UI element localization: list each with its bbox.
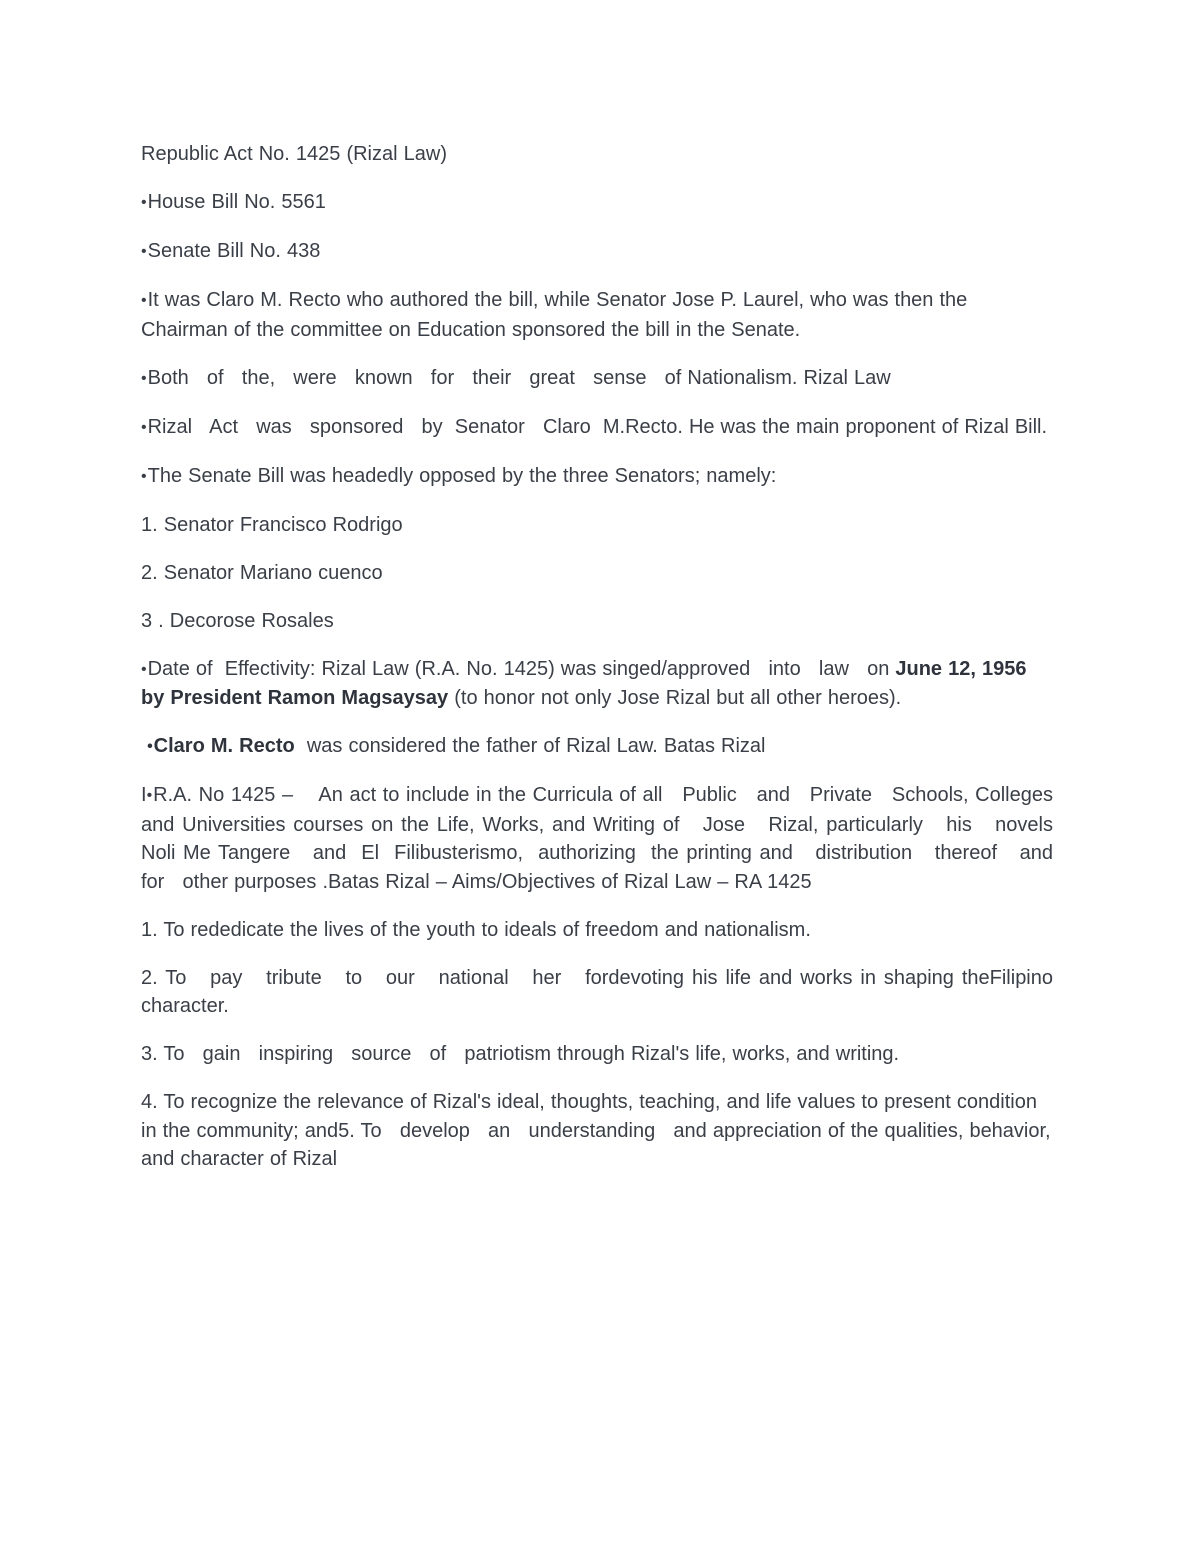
nationalism-paragraph bbox=[141, 364, 1053, 394]
ra-text: R.A. No 1425 – An act to include in the Curricula of all Public and Private Schools, Colleges and Universities courses on the Life, Works, and Writing of Jose Rizal, particularly his novels Noli Me Tangere and El Filibusterismo, authorizing the printing and distribution thereof and for other purposes .Batas Rizal – Aims/Objectives of Rizal Law – RA 1425 bbox=[141, 784, 1072, 893]
house-bill-line bbox=[141, 188, 1053, 218]
bullet-icon: • bbox=[141, 292, 147, 309]
bullet-icon: • bbox=[147, 738, 153, 755]
senate-bill-line bbox=[141, 237, 1053, 267]
aim-list-item-4: 4. To recognize the relevance of Rizal's ideal, thoughts, teaching, and life values to present condition in the community; and5. To develop an understanding and appreciation of the qualities, behavior, and character of Rizal bbox=[141, 1091, 1057, 1170]
authored-paragraph bbox=[141, 286, 1053, 344]
sponsored-text: Rizal Act was sponsored by Senator Claro M.Recto. He was the main proponent of Rizal Bill. bbox=[147, 415, 1048, 438]
father-name-bold: Claro M. Recto bbox=[153, 735, 295, 757]
document-page bbox=[141, 140, 1072, 1193]
father-paragraph bbox=[141, 732, 1053, 762]
aim-list-item-3: 3. To gain inspiring source of patriotism through Rizal's life, works, and writing. bbox=[141, 1043, 900, 1065]
bullet-icon: • bbox=[141, 369, 147, 387]
aim-list-item-2: 2. To pay tribute to our national her fordevoting his life and works in shaping theFilipino character. bbox=[141, 966, 1060, 1017]
effectivity-date-bold: June 12, 1956 by President Ramon Magsaysay bbox=[141, 657, 1039, 709]
senator-list-item-3: 3 . Decorose Rosales bbox=[141, 609, 334, 632]
bullet-icon: • bbox=[141, 243, 147, 260]
sponsored-paragraph bbox=[141, 413, 1053, 443]
senate-bill-text: Senate Bill No. 438 bbox=[147, 240, 321, 262]
father-text: was considered the father of Rizal Law. Batas Rizal bbox=[294, 735, 766, 757]
effectivity-paragraph bbox=[141, 655, 1053, 713]
document-title: Republic Act No. 1425 (Rizal Law) bbox=[141, 143, 447, 165]
senator-list-item-1: 1. Senator Francisco Rodrigo bbox=[141, 513, 403, 536]
effectivity-prefix: Date of Effectivity: Rizal Law (R.A. No. 1425) was singed/approved into law on bbox=[147, 657, 896, 680]
opposed-text: The Senate Bill was headedly opposed by the three Senators; namely: bbox=[147, 464, 777, 487]
bullet-icon: • bbox=[141, 418, 147, 436]
bullet-icon: • bbox=[141, 467, 147, 485]
bullet-icon: • bbox=[141, 194, 147, 211]
bullet-icon: • bbox=[141, 660, 147, 678]
ra-paragraph bbox=[141, 781, 1072, 896]
aim-list-item-1: 1. To rededicate the lives of the youth to ideals of freedom and nationalism. bbox=[141, 918, 811, 941]
bullet-icon: • bbox=[146, 787, 153, 804]
effectivity-suffix: (to honor not only Jose Rizal but all other heroes). bbox=[448, 687, 902, 709]
nationalism-text: Both of the, were known for their great sense of Nationalism. Rizal Law bbox=[147, 366, 891, 389]
ra-prefix: I bbox=[141, 784, 147, 806]
house-bill-text: House Bill No. 5561 bbox=[147, 191, 326, 213]
opposed-paragraph bbox=[141, 462, 1053, 492]
authored-text: It was Claro M. Recto who authored the bill, while Senator Jose P. Laurel, who was then the Chairman of the committee on Education sponsored the bill in the Senate. bbox=[141, 289, 968, 341]
senator-list-item-2: 2. Senator Mariano cuenco bbox=[141, 561, 383, 584]
